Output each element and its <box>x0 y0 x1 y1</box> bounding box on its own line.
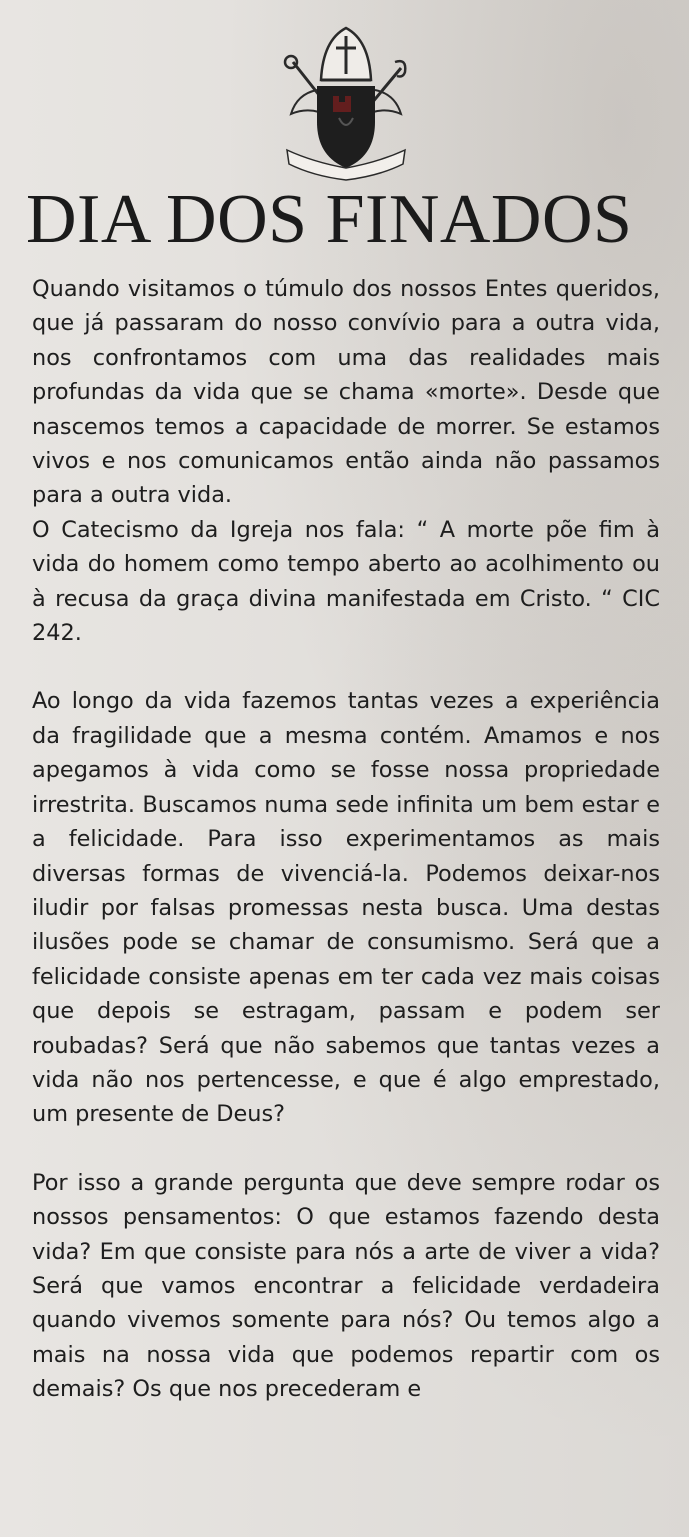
paragraph: Quando visitamos o túmulo dos nossos Entes queridos, que já passaram do nosso convívio para a outra vida, nos confrontamos com uma das realidades mais profundas da vida que se chama «morte». Desde que nascemos temos a capacidade de morrer. Se estamos vivos e nos comunicamos então ainda não passamos para a outra vida. <box>32 276 660 509</box>
article-body <box>32 272 660 1407</box>
paragraph: Ao longo da vida fazemos tantas vezes a experiência da fragilidade que a mesma contém. Amamos e nos apegamos à vida como se fosse nossa propriedade irrestrita. Buscamos numa sede infinita um bem estar e a felicidade. Para isso experimentamos as mais diversas formas de vivenciá-la. Podemos deixar-nos iludir por falsas promessas nesta busca. Uma destas ilusões pode se chamar de consumismo. Será que a felicidade consiste apenas em ter cada vez mais coisas que depois se estragam, passam e podem ser roubadas? Será que não sabemos que tantas vezes a vida não nos pertencesse, e que é algo emprestado, um presente de Deus? <box>32 688 660 1128</box>
paragraph: O Catecismo da Igreja nos fala: “ A morte põe fim à vida do homem como tempo aberto ao acolhimento ou à recusa da graça divina manifestada em Cristo. “ CIC 242. <box>32 516 660 647</box>
diocese-coat-of-arms-icon <box>283 22 409 182</box>
article-title: DIA DOS FINADOS <box>26 181 633 258</box>
paragraph: Por isso a grande pergunta que deve sempre rodar os nossos pensamentos: O que estamos fazendo desta vida? Em que consiste para nós a arte de viver a vida? Será que vamos encontrar a felicidade verdadeira quando vivemos somente para nós? Ou temos algo a mais na nossa vida que podemos repartir com os demais? Os que nos precederam e <box>32 1169 660 1403</box>
